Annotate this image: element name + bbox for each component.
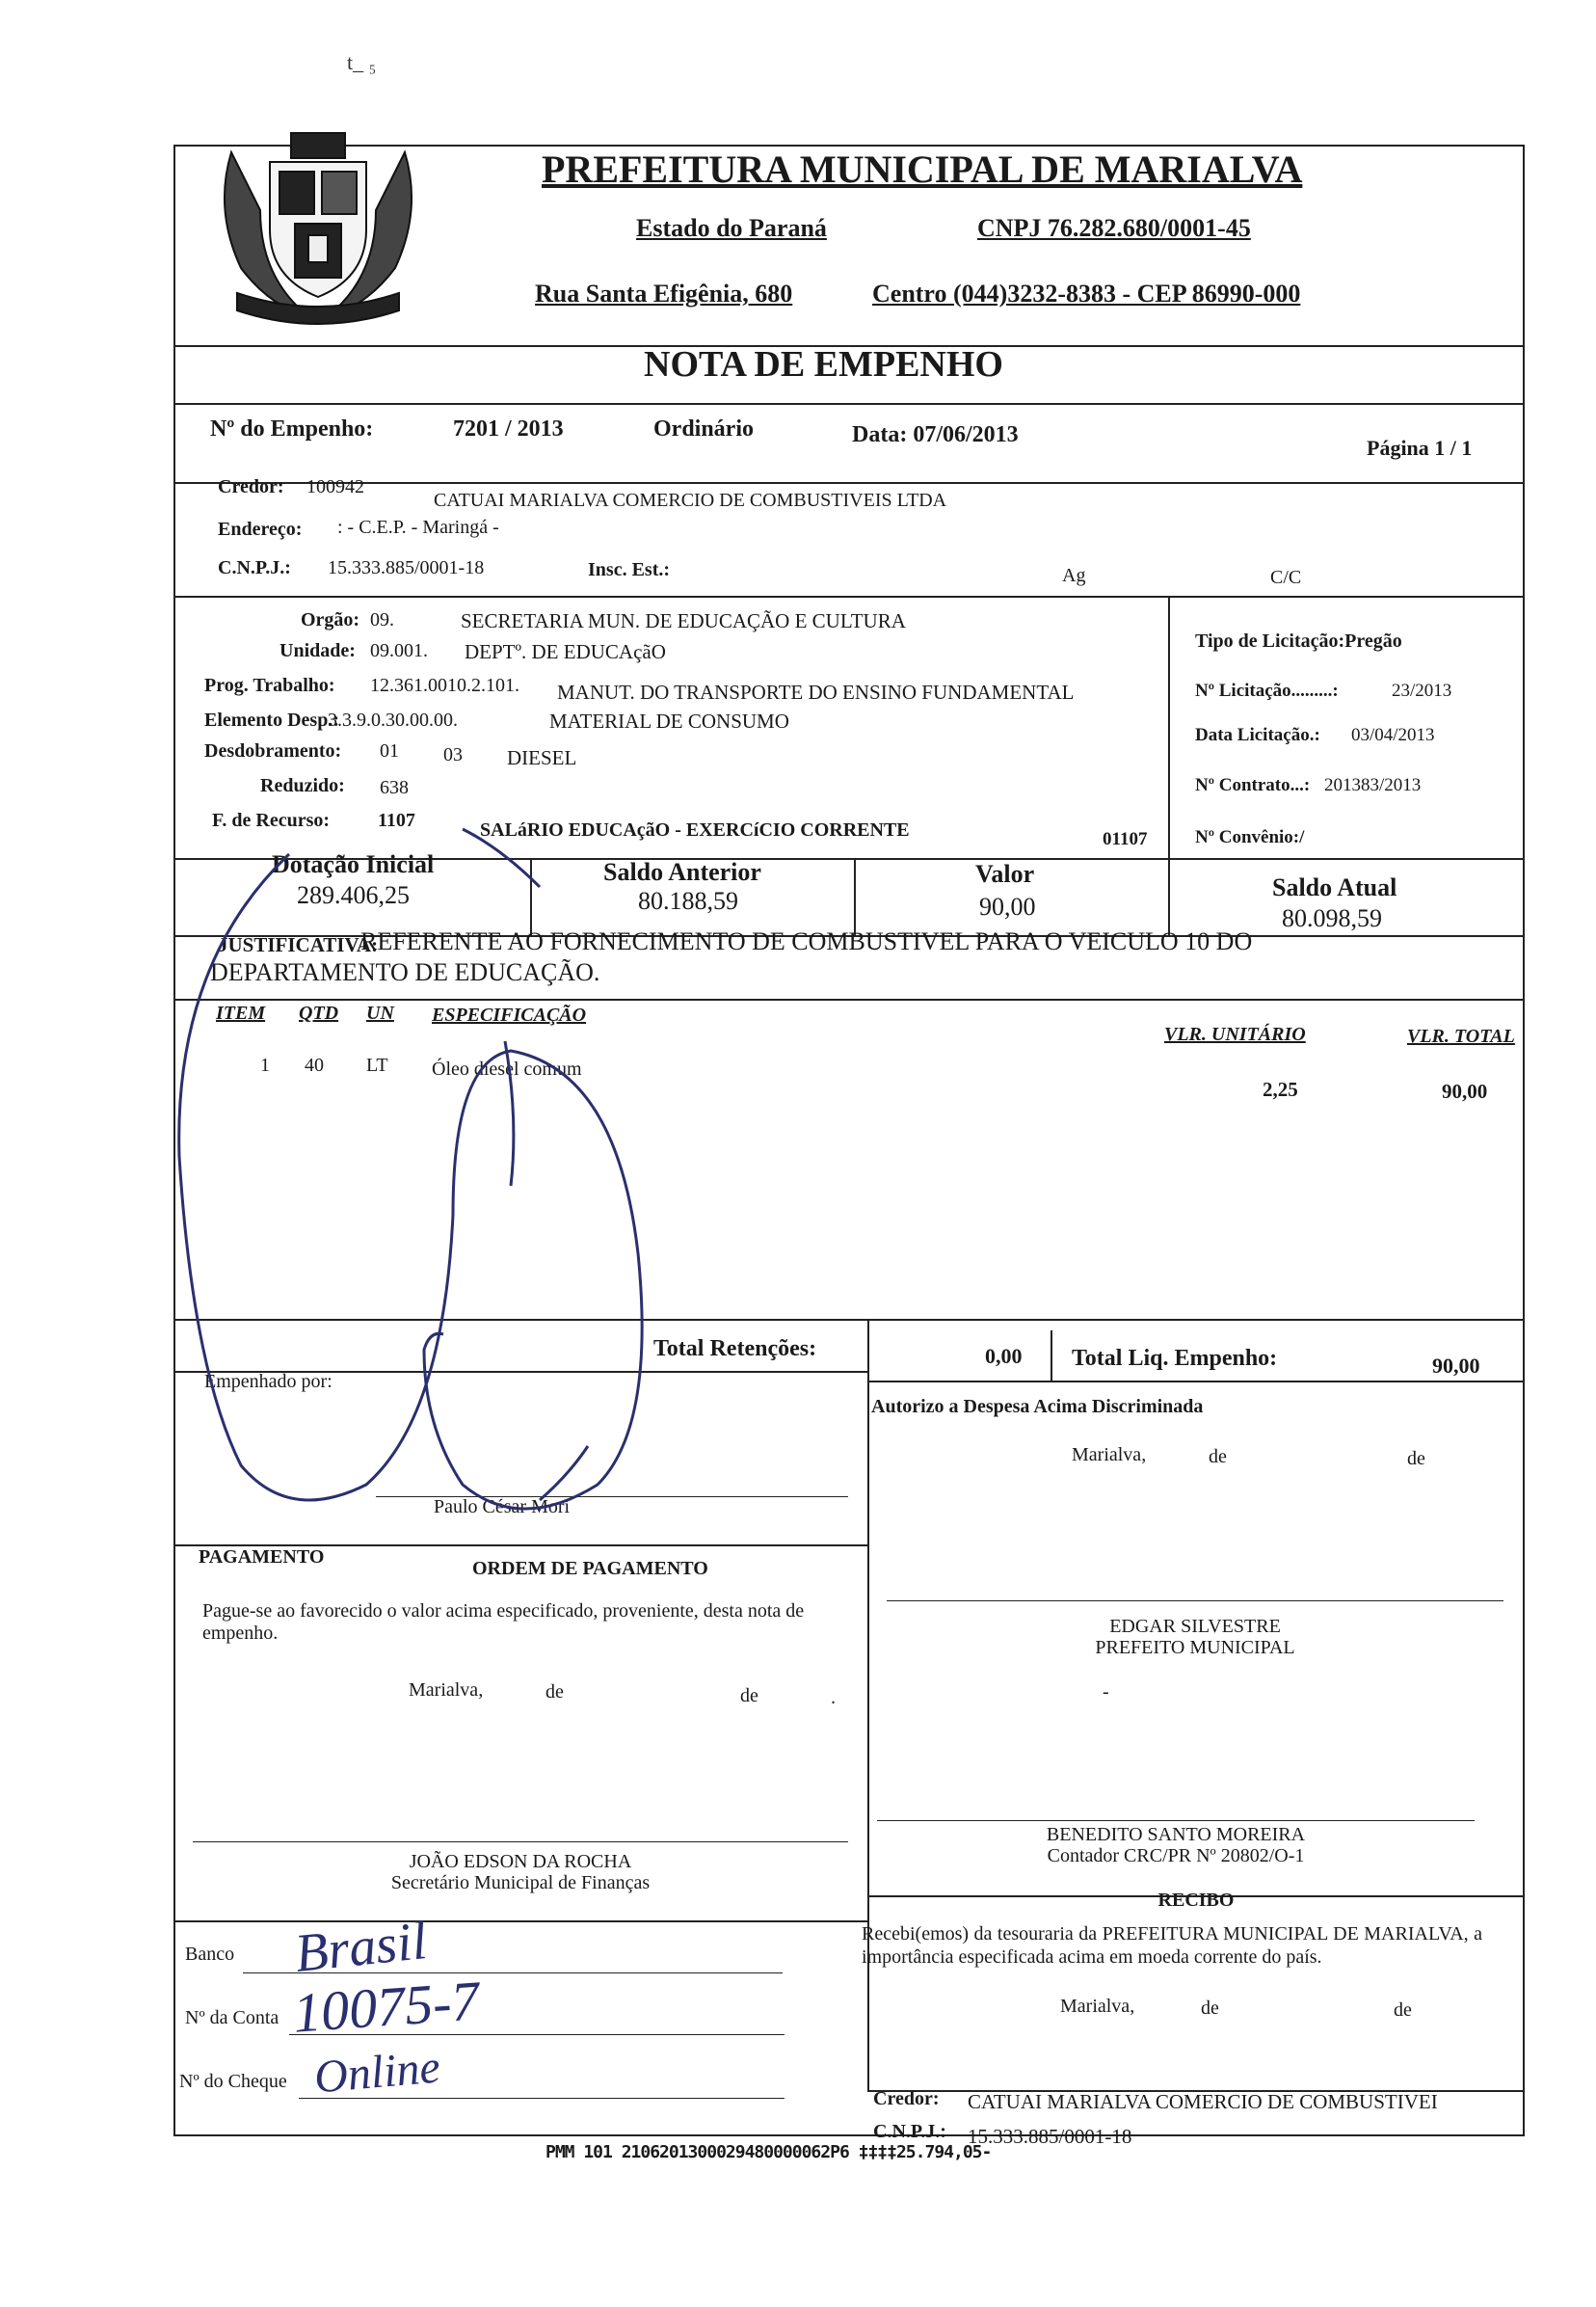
recibo-credor-label: Credor:: [873, 2088, 940, 2109]
saldo-anterior-value: 80.188,59: [638, 887, 738, 915]
row-total: 90,00: [1442, 1080, 1488, 1103]
pagamento-label: PAGAMENTO: [199, 1546, 325, 1568]
cheque-handwritten: Online: [311, 2041, 442, 2104]
empenho-number: 7201 / 2013: [453, 416, 564, 442]
cnpj-credor-label: C.N.P.J.:: [218, 557, 291, 578]
credor-label: Credor:: [218, 476, 284, 497]
recurso-code: 1107: [378, 810, 415, 831]
row-spec: Óleo diesel comum: [432, 1059, 582, 1080]
empenhado-label: Empenhado por:: [204, 1371, 332, 1392]
secretario-role: Secretário Municipal de Finanças: [390, 1872, 651, 1893]
address-value: : - C.E.P. - Maringá -: [337, 517, 499, 538]
pagamento-dot: .: [831, 1687, 836, 1708]
district-phone-label: Centro (044)3232-8383 - CEP 86990-000: [872, 280, 1301, 308]
licitacao-date-label: Data Licitação.:: [1195, 725, 1320, 745]
recibo-cnpj-value: 15.333.885/0001-18: [968, 2125, 1132, 2148]
credor-name: CATUAI MARIALVA COMERCIO DE COMBUSTIVEIS LTDA: [434, 490, 947, 511]
orgao-name: SECRETARIA MUN. DE EDUCAÇÃO E CULTURA: [461, 609, 906, 632]
recibo-de2: de: [1394, 1999, 1412, 2021]
saldo-atual-label: Saldo Atual: [1272, 873, 1397, 901]
row-unit-price: 2,25: [1263, 1078, 1298, 1101]
recibo-text: Recebi(emos) da tesouraria da PREFEITURA MUNICIPAL DE MARIALVA, a importância especificada acima em moeda corrente do país.: [862, 1923, 1482, 1968]
conta-corrente-label: C/C: [1270, 567, 1302, 588]
justificativa-label: JUSTIFICATIVA:: [218, 933, 379, 956]
state-label: Estado do Paraná: [636, 214, 827, 242]
secretario-name: JOÃO EDSON DA ROCHA: [409, 1851, 632, 1872]
banco-label: Banco: [185, 1944, 235, 1965]
pagamento-place: Marialva,: [409, 1679, 484, 1701]
row-item: 1: [260, 1055, 270, 1076]
credor-code: 100942: [306, 476, 364, 497]
recurso-ref: 01107: [1103, 829, 1148, 849]
licitacao-number-label: Nº Licitação.........:: [1195, 681, 1339, 701]
unidade-code: 09.001.: [370, 640, 428, 661]
total-liq-value: 90,00: [1432, 1354, 1480, 1378]
retencoes-value: 0,00: [985, 1344, 1023, 1368]
prefeito-dash: -: [1103, 1681, 1109, 1703]
empenho-number-label: Nº do Empenho:: [210, 416, 374, 442]
conta-handwritten: 10075-7: [290, 1969, 482, 2045]
unidade-name: DEPTº. DE EDUCAçãO: [465, 640, 666, 663]
col-item: ITEM: [216, 1003, 266, 1024]
col-spec: ESPECIFICAÇÃO: [432, 1005, 587, 1026]
elemento-label: Elemento Desp.:: [204, 710, 339, 731]
agencia-label: Ag: [1062, 565, 1086, 586]
desdobramento-b: 03: [443, 744, 463, 765]
ordem-pagamento-title: ORDEM DE PAGAMENTO: [472, 1558, 708, 1579]
desdobramento-name: DIESEL: [507, 746, 577, 769]
cnpj-credor-value: 15.333.885/0001-18: [328, 557, 485, 578]
licitacao-number: 23/2013: [1392, 681, 1452, 701]
reduzido-value: 638: [380, 777, 409, 798]
valor-value: 90,00: [979, 893, 1036, 921]
reduzido-label: Reduzido:: [260, 775, 345, 796]
scan-marks: t_ ₅: [347, 50, 377, 74]
insc-est-label: Insc. Est.:: [588, 559, 671, 580]
licitacao-date: 03/04/2013: [1351, 725, 1435, 745]
page-title: PREFEITURA MUNICIPAL DE MARIALVA: [542, 148, 1303, 191]
autorizo-label: Autorizo a Despesa Acima Discriminada: [871, 1396, 1204, 1417]
footer-code: PMM 101 2106201300029480000062P6 ‡‡‡‡25.794,05-: [545, 2142, 992, 2162]
recurso-label: F. de Recurso:: [212, 810, 331, 831]
desdobramento-a: 01: [380, 740, 399, 762]
row-qtd: 40: [305, 1055, 324, 1076]
address-label: Endereço:: [218, 519, 303, 540]
unidade-label: Unidade:: [279, 640, 356, 661]
retencoes-label: Total Retenções:: [653, 1336, 817, 1361]
justificativa-line2: DEPARTAMENTO DE EDUCAÇÃO.: [210, 958, 600, 986]
recibo-de1: de: [1201, 1998, 1219, 2019]
dotacao-label: Dotação Inicial: [272, 850, 435, 878]
autorizo-de2: de: [1407, 1448, 1425, 1469]
contador-role: Contador CRC/PR Nº 20802/O-1: [1047, 1845, 1305, 1866]
document-title: NOTA DE EMPENHO: [644, 344, 1003, 385]
cheque-label: Nº do Cheque: [179, 2071, 287, 2092]
empenho-type: Ordinário: [653, 416, 755, 442]
valor-label: Valor: [975, 860, 1035, 888]
recurso-name: SALáRIO EDUCAçãO - EXERCíCIO CORRENTE: [480, 819, 910, 841]
orgao-label: Orgão:: [301, 609, 360, 630]
coat-of-arms-icon: [212, 123, 424, 328]
autorizo-place: Marialva,: [1072, 1444, 1147, 1465]
col-un: UN: [366, 1003, 394, 1024]
recibo-title: RECIBO: [1157, 1890, 1235, 1911]
autorizo-de1: de: [1209, 1446, 1227, 1467]
desdobramento-label: Desdobramento:: [204, 740, 342, 762]
recibo-place: Marialva,: [1060, 1996, 1135, 2017]
street-label: Rua Santa Efigênia, 680: [535, 280, 793, 308]
saldo-atual-value: 80.098,59: [1282, 904, 1382, 932]
prefeito-name: EDGAR SILVESTRE: [1109, 1616, 1281, 1637]
pagamento-text: Pague-se ao favorecido o valor acima especificado, proveniente, desta nota de empenho.: [202, 1600, 805, 1644]
convenio-label: Nº Convênio:/: [1195, 827, 1305, 847]
orgao-code: 09.: [370, 609, 394, 630]
contador-name: BENEDITO SANTO MOREIRA: [1046, 1824, 1306, 1845]
tipo-licitacao: Tipo de Licitação:Pregão: [1195, 630, 1402, 652]
recibo-credor-name: CATUAI MARIALVA COMERCIO DE COMBUSTIVEI: [968, 2090, 1438, 2113]
elemento-name: MATERIAL DE CONSUMO: [549, 710, 789, 733]
banco-handwritten: Brasil: [292, 1911, 430, 1984]
pagamento-de1: de: [545, 1681, 564, 1703]
dotacao-value: 289.406,25: [297, 881, 410, 909]
col-unit-price: VLR. UNITÁRIO: [1164, 1024, 1306, 1045]
col-qtd: QTD: [299, 1003, 339, 1024]
justificativa-line1: REFERENTE AO FORNECIMENTO DE COMBUSTIVEL PARA O VEICULO 10 DO: [360, 927, 1253, 955]
row-un: LT: [366, 1055, 388, 1076]
elemento-code: 3.3.9.0.30.00.00.: [328, 710, 458, 731]
contrato-value: 201383/2013: [1324, 775, 1422, 795]
total-liq-label: Total Liq. Empenho:: [1072, 1346, 1278, 1371]
prefeito-role: PREFEITO MUNICIPAL: [1095, 1637, 1295, 1658]
prog-trabalho-name: MANUT. DO TRANSPORTE DO ENSINO FUNDAMENTAL: [557, 681, 1075, 704]
col-total: VLR. TOTAL: [1407, 1026, 1515, 1047]
recibo-cnpj-label: C.N.P.J.:: [873, 2121, 946, 2142]
page-number: Página 1 / 1: [1367, 436, 1473, 460]
saldo-anterior-label: Saldo Anterior: [603, 858, 761, 886]
conta-label: Nº da Conta: [185, 2007, 279, 2028]
empenho-date: Data: 07/06/2013: [852, 422, 1019, 447]
prog-trabalho-code: 12.361.0010.2.101.: [370, 675, 519, 696]
pagamento-de2: de: [740, 1685, 758, 1706]
cnpj-label: CNPJ 76.282.680/0001-45: [977, 214, 1251, 242]
empenhado-name: Paulo César Mori: [434, 1496, 571, 1517]
contrato-label: Nº Contrato...:: [1195, 775, 1311, 795]
prog-trabalho-label: Prog. Trabalho:: [204, 675, 335, 696]
